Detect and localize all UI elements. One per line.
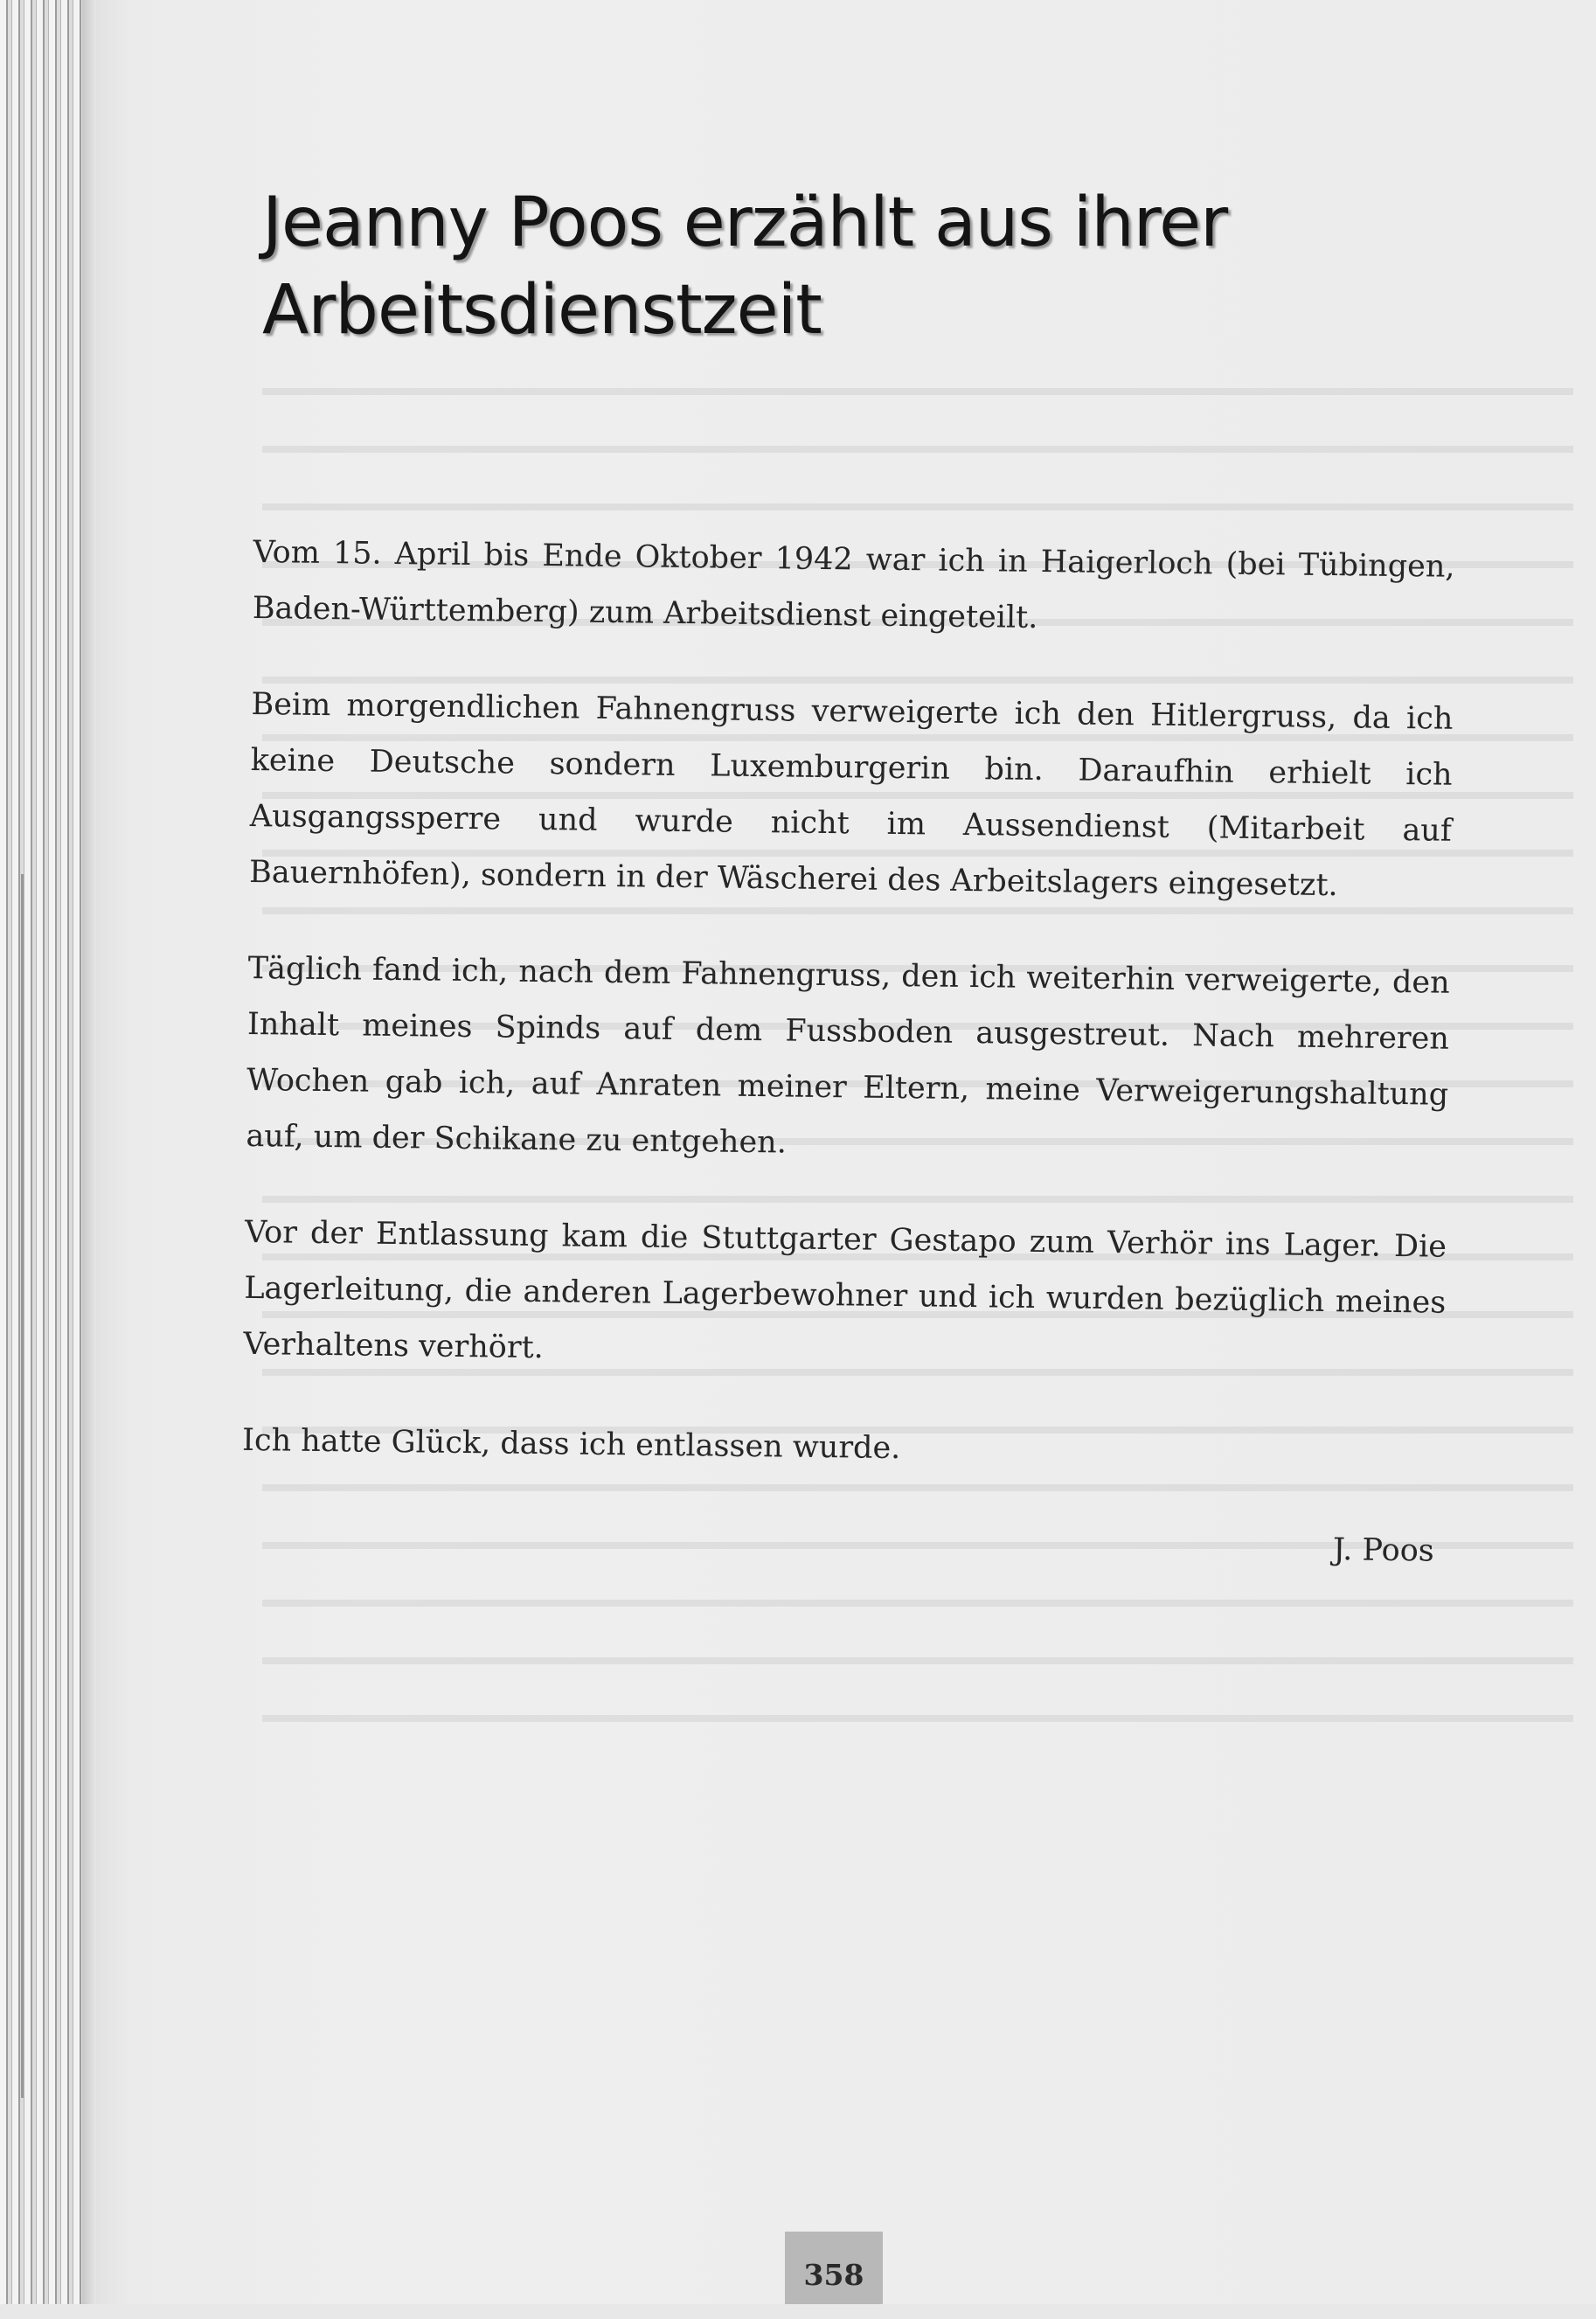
- gutter-shadow: [21, 874, 24, 2098]
- book-page-edges: [0, 0, 96, 2304]
- page-number: 358: [785, 2232, 883, 2304]
- author-signature: J. Poos: [1332, 1532, 1434, 1569]
- paragraph-2: Beim morgendlichen Fahnengruss verweigerte ich den Hitlergruss, da ich keine Deutsche sondern Luxemburgerin bin. Daraufhin erhielt ich Ausgangssperre und wurde nicht im Aussendienst (Mitarbeit auf Bauernhöfen), sondern in der Wäscherei des Arbeitslagers eingesetzt.: [248, 686, 1454, 904]
- page-title: Jeanny Poos erzählt aus ihrer Arbeitsdienstzeit: [262, 184, 1228, 350]
- article-body: [240, 524, 1454, 1580]
- paragraph-3: Täglich fand ich, nach dem Fahnengruss, den ich weiterhin verweigerte, den Inhalt meines Spinds auf dem Fussboden ausgestreut. Nach mehreren Wochen gab ich, auf Anraten meiner Eltern, meine Verweigerungshaltung auf, um der Schikane zu entgehen.: [246, 950, 1450, 1161]
- paragraph-4: Vor der Entlassung kam die Stuttgarter Gestapo zum Verhör ins Lager. Die Lagerleitung, die anderen Lagerbewohner und ich wurden bezüglich meines Verhaltens verhört.: [243, 1214, 1447, 1366]
- paragraph-5: Ich hatte Glück, dass ich entlassen wurde.: [241, 1422, 901, 1467]
- paragraph-1: Vom 15. April bis Ende Oktober 1942 war ich in Haigerloch (bei Tübingen, Baden-Württemberg) zum Arbeitsdienst eingeteilt.: [252, 534, 1455, 635]
